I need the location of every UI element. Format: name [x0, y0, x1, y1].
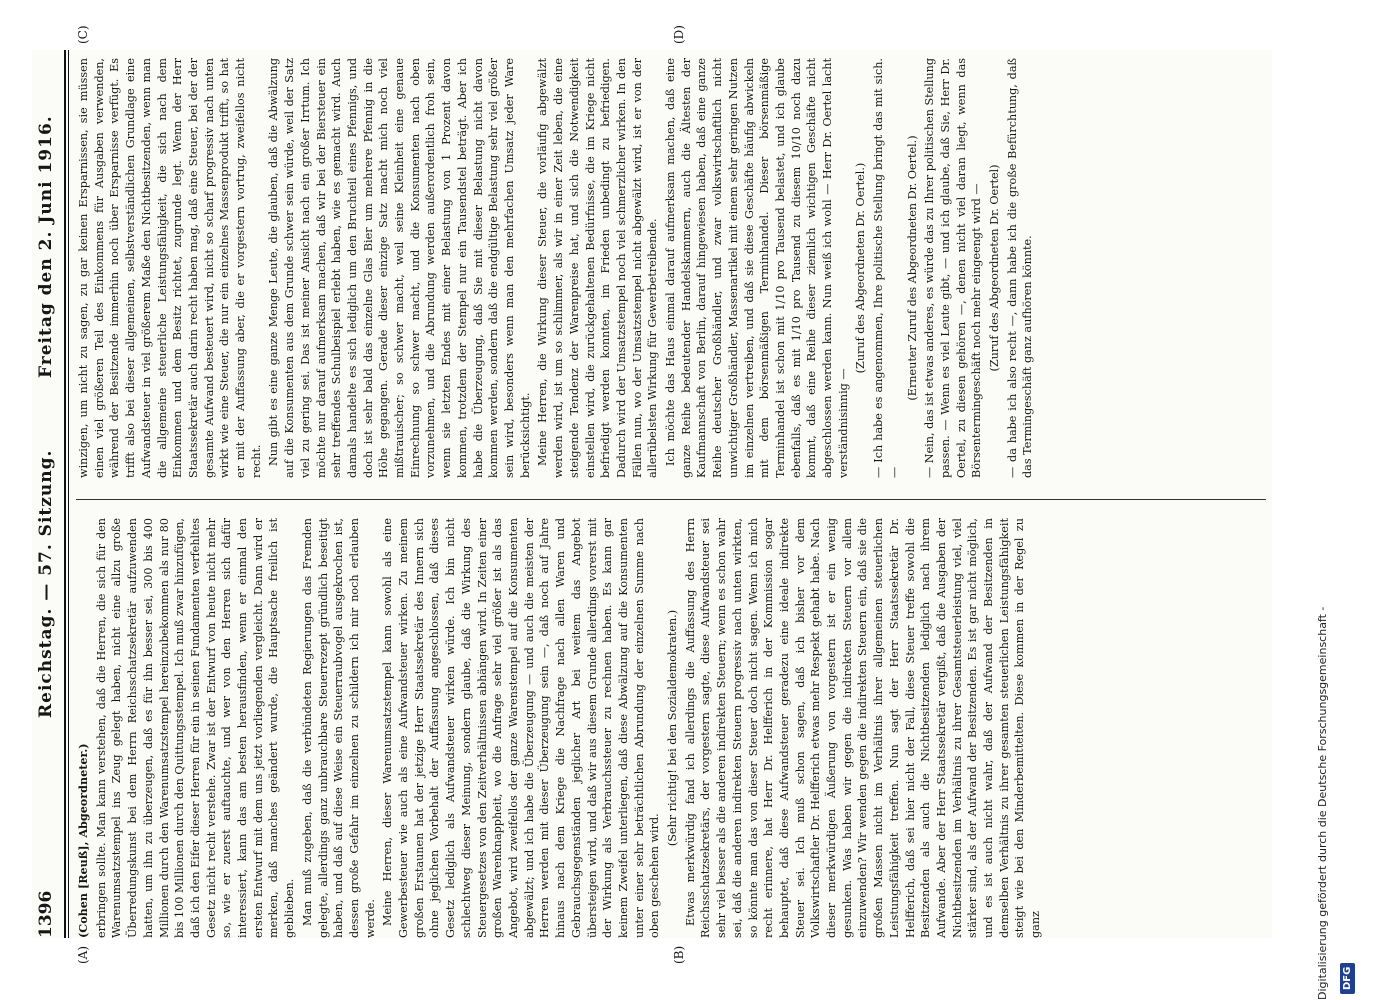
- paragraph: Ich möchte das Haus einmal darauf aufmerksam machen, daß eine ganze Reihe bedeutender Handelskammern, auch die Ältesten der Kaufmannschaft von Berlin, darauf hingewiesen haben, daß eine ganze Reihe deutscher Großhändler, und zwar volkswirtschaftlich nicht unwichtiger Großhändler, Massenartikel mit einem sehr geringen Nutzen im einzelnen vertreiben, und daß sie diese Geschäfte häufig abwickeln mit dem börsenmäßigen Terminhandel. Dieser börsenmäßige Terminhandel ist schon mit 1/10 pro Tausend belastet, und ich glaube ebenfalls, daß es mit 1/10 pro Tausend zu diesem 10/10 noch dazu kommt, daß eine Reihe dieser ziemlich wichtigen Geschäfte nicht abgeschlossen werden kann. Nun weiß ich wohl — Herr Dr. Oertel lacht verständnisinnig —: [664, 58, 850, 478]
- margin-marker-d: (D): [672, 25, 686, 44]
- dfg-logo-box: DFG: [1340, 963, 1355, 994]
- interjection: (Zuruf des Abgeordneten Dr. Oertel): [988, 164, 1002, 372]
- margin-marker-c: (C): [76, 25, 90, 44]
- interjection: (Zuruf des Abgeordneten Dr. Oertel.): [854, 162, 868, 374]
- header-title-right: Freitag den 2. Juni 1916.: [36, 115, 56, 378]
- paragraph: erbringen sollte. Man kann verstehen, daß die Herren, die sich für den Warenumsatzstempel ins Zeug gelegt haben, nicht eine allzu große Überredungskunst bei dem Herrn Reichsschatzsekretär aufzuwenden hatten, um ihn zu überzeugen, daß es für ihn besser sei, 300 bis 400 Millionen durch den Warenumsatzstempel hereinzubekommen als nur 80 bis 100 Millionen durch den Quittungsstempel. Ich muß zwar hinzufügen, daß ich den Eifer dieser Herren für ein in seinen Fundamenten verfehltes Gesetz nicht recht verstehe. Zwar ist der Entwurf von heute nicht mehr so, wie er zuerst auftauchte, und wer von den Herren sich dafür interessiert, kann das am besten herausfinden, wenn er einmal den ersten Entwurf mit dem uns jetzt vorliegenden vergleicht. Dann wird er merken, daß manches geändert wurde, die Hauptsache freilich ist geblieben.: [94, 518, 297, 938]
- left-text-column: [76, 518, 1046, 938]
- right-text-column: [76, 58, 1038, 478]
- paragraph: winzigen, um nicht zu sagen, zu gar keinen Ersparnissen, sie müssen einen viel größeren Teil des Einkommens für Ausgaben verwenden, während der Besitzende immerhin noch über Ersparnisse verfügt. Es trifft also bei dieser allgemeinen, selbstverständlichen Grundlage eine Aufwandsteuer in viel größerem Maße den Nichtbesitzenden, wenn man die allgemeine steuerliche Leistungsfähigkeit, die sich nach dem Einkommen und dem Besitz richtet, zugrunde legt. Wenn der Herr Staatssekretär auch darin recht haben mag, daß eine Steuer, bei der der gesamte Aufwand besteuert wird, nicht so scharf progressiv nach unten wirkt wie eine Steuer, die nur ein einzelnes Massenprodukt trifft, so hat er mit der Auffassung aber, die er vorgestern vortrug, zweifellos nicht recht.: [77, 58, 263, 478]
- page-header: [32, 50, 62, 938]
- page-number: 1396: [36, 890, 56, 938]
- paragraph: — Ich habe es angenommen, Ihre politische Stellung bringt das mit sich. —: [872, 58, 901, 478]
- paragraph: Nun gibt es eine ganze Menge Leute, die glauben, daß die Abwälzung auf die Konsumenten aus dem Grunde schwer sein würde, weil der Satz viel zu gering sei. Das ist meiner Ansicht nach ein großer Irrtum. Ich möchte nur darauf aufmerksam machen, daß wir bei der Biersteuer ein sehr treffendes Schulbeispiel erlebt haben, wie es gemacht wird. Auch damals handelte es sich lediglich um den Bruchteil eines Pfennigs, und doch ist sehr bald das einzelne Glas Bier um mehrere Pfennig in die Höhe gegangen. Gerade dieser einzige Satz macht mich noch viel mißtrauischer; so schwer macht, weil seine Kleinheit eine genaue Einrechnung so schwer macht, und die Konsumenten nach oben vorzunehmen, und die Abrundung werden außerordentlich froh sein, wenn sie letzten Endes mit einer Belastung von 1 Prozent davon kommen, trotzdem der Stempel nur ein Tausendstel beträgt. Aber ich habe die Überzeugung, daß Sie mit dieser Belastung nicht davon kommen werden, sondern daß die endgültige Belastung sehr viel größer sein wird, besonders wenn man den mehrfachen Umsatz jeder Ware berücksichtigt.: [267, 58, 532, 478]
- paragraph: Etwas merkwürdig fand ich allerdings die Auffassung des Herrn Reichsschatzsekretärs, der vorgestern sagte, diese Aufwandsteuer sei sehr viel besser als die anderen indirekten Steuern; wenn es schon wahr sei, daß die anderen indirekten Steuern progressiv nach unten wirkten, so könnte man das von dieser Steuer doch nicht sagen. Wenn ich mich recht erinnere, hat Herr Dr. Helfferich in der Kommission sogar behauptet, daß diese Aufwandsteuer geradezu eine ideale indirekte Steuer sei. Ich muß schon sagen, daß ich bisher vor dem Volkswirtschaftler Dr. Helfferich etwas mehr Respekt gehabt habe. Nach dieser merkwürdigen Äußerung von vorgestern ist er ein wenig gesunken. Was haben wir gegen die indirekten Steuern vor allem einzuwenden? Wir wenden gegen die indirekten Steuern ein, daß sie die großen Massen nicht im Verhältnis ihrer allgemeinen steuerlichen Leistungsfähigkeit treffen. Nun sagt der Herr Staatssekretär Dr. Helfferich, daß sei hier nicht der Fall, diese Steuer treffe sowohl die Besitzenden als auch die Nichtbesitzenden lediglich nach ihrem Aufwande. Aber der Herr Staatssekretär vergißt, daß die Ausgaben der Nichtbesitzenden im Verhältnis zu ihrer Gesamtsteuerleistung viel, viel stärker sind, als der Aufwand der Besitzenden. Es ist gar nicht möglich, und es ist auch nicht wahr, daß der Aufwand der Besitzenden in demselben Verhältnis zu ihrer gesamten steuerlichen Leistungsfähigkeit steigt wie bei den Minderbemittelten. Diese kommen in der Regel zu ganz: [683, 518, 1043, 938]
- paragraph: — da habe ich also recht —, dann habe ich die große Befürchtung, daß das Termingeschäft ganz aufhören könnte.: [1005, 58, 1035, 478]
- interjection: (Erneuter Zuruf des Abgeordneten Dr. Oertel.): [905, 135, 919, 401]
- scanned-page: [32, 25, 1272, 964]
- margin-marker-a: (A): [76, 945, 90, 964]
- speaker-line: (Cohen [Reuß], Abgeordneter.): [76, 743, 90, 938]
- paragraph: — Nein, das ist etwas anderes, es würde das zu Ihrer politischen Stellung passen. — Wenn es viel Leute gibt, — und ich glaube, daß Sie, Herr Dr. Oertel, zu diesen gehören —, denen nicht viel daran liegt, wenn das Börsentermingeschäft noch mehr eingeengt wird —: [923, 58, 984, 478]
- paragraph: Man muß zugeben, daß die verbündeten Regierungen das Fremden gelegte, allerdings ganz unbrauchbare Steuerrezept gründlich beseitigt haben, und daß auf diese Weise ein Steuerraubvogel ausgekrochen ist, dessen große Gefahr im einzelnen zu schildern ich mir noch erlauben werde.: [300, 518, 377, 938]
- paragraph: Meine Herren, dieser Warenumsatzstempel kann sowohl als eine Gewerbesteuer wie auch als eine Aufwandsteuer wirken. Zu meinem großen Erstaunen hat der jetzige Herr Staatssekretär des Innern sich ohne jeglichen Vorbehalt der Auffassung angeschlossen, daß dieses Gesetz lediglich als Aufwandsteuer wirken würde. Ich bin nicht schlechtweg dieser Meinung, sondern glaube, daß die Wirkung des Steuergesetzes von den Zeitverhältnissen abhängen wird. In Zeiten einer großen Warenknappheit, wo die Anfrage sehr viel größer ist als das Angebot, wird zweifellos der ganze Warenstempel auf die Konsumenten abgewälzt; und ich habe die Überzeugung — und auch die meisten der Herren werden mit dieser Überzeugung sein —, daß noch auf Jahre hinaus nach dem Kriege die Nachfrage nach allen Waren und Gebrauchsgegenständen jeglicher Art bei weitem das Angebot übersteigen wird, und daß wir aus diesem Grunde allerdings vorerst mit der Wirkung als Verbrauchssteuer zu rechnen haben. Es kann gar keinem Zweifel unterliegen, daß diese Abwälzung auf die Konsumenten unter einer sehr beträchtlichen Abrundung der einzelnen Summe nach oben geschehen wird.: [381, 518, 662, 938]
- margin-marker-b: (B): [672, 945, 686, 964]
- dfg-logo: [1340, 963, 1355, 994]
- interjection: (Sehr richtig! bei den Sozialdemokraten.): [666, 609, 680, 847]
- header-rule: [64, 50, 69, 938]
- header-title-left: Reichstag. — 57. Sitzung.: [36, 449, 56, 718]
- paragraph: Meine Herren, die Wirkung dieser Steuer, die vorläufig abgewälzt werden wird, ist um so schlimmer, als wir in einer Zeit leben, die eine steigende Tendenz der Warenpreise hat, und sich die Notwendigkeit einstellen wird, die zurückgehaltenen Bedürfnisse, die im Kriege nicht befriedigt werden konnten, im Frieden unbedingt zu befriedigen. Dadurch wird der Umsatzstempel noch viel schmerzlicher wirken. In den Fällen nun, wo der Umsatzstempel nicht abgewälzt wird, ist er von der allerübelsten Wirkung für Gewerbetreibende.: [536, 58, 660, 478]
- digitization-credit: Digitalisierung gefördert durch die Deutsche Forschungsgemeinschaft -: [1316, 606, 1329, 1000]
- column-divider: [76, 499, 1266, 500]
